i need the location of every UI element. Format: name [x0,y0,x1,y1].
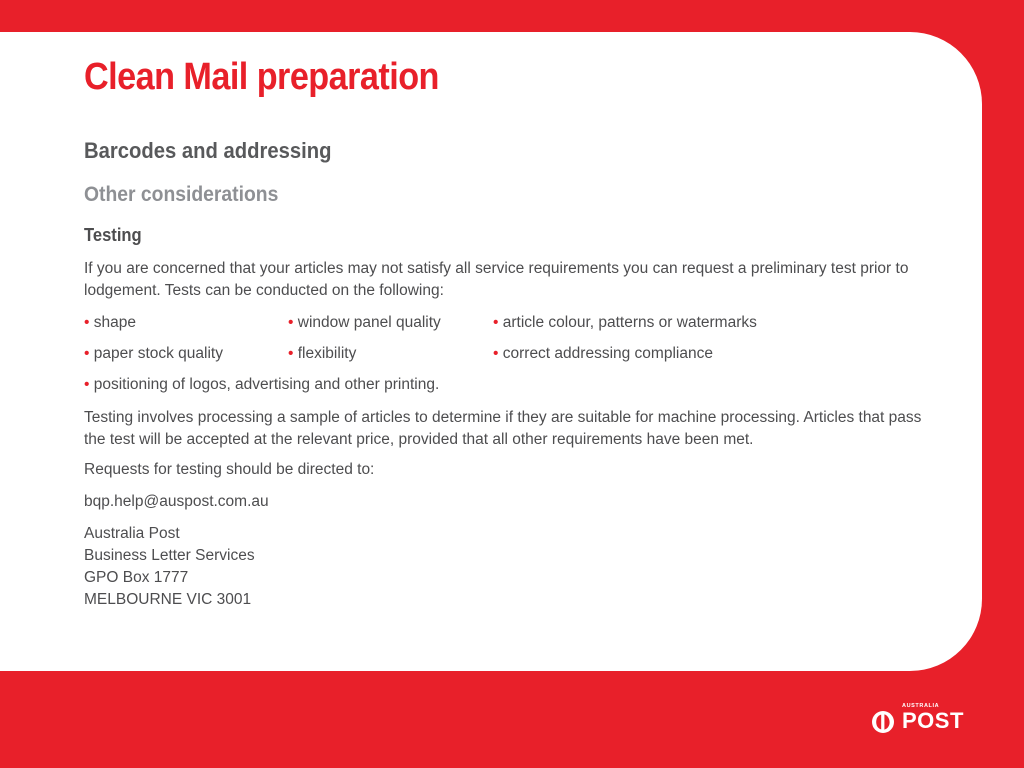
section-heading: Barcodes and addressing [84,138,332,163]
bullet-dot: • [84,376,90,393]
bullet-dot: • [84,345,90,362]
australia-post-logo [871,703,975,737]
bullet-text: flexibility [293,345,357,362]
postal-address [84,523,484,611]
bullet-text: shape [89,314,136,331]
bullet-item [288,312,441,334]
logo-post-text: POST [902,708,964,733]
bullet-text: paper stock quality [89,345,223,362]
bullet-dot: • [288,314,294,331]
bullet-dot: • [493,345,499,362]
bullet-item [84,343,223,365]
bullet-text: window panel quality [293,314,441,331]
bullet-item [288,343,356,365]
requests-line: Requests for testing should be directed to: [84,461,375,478]
bullet-text: correct addressing compliance [498,345,713,362]
bullet-dot: • [84,314,90,331]
address-line: Australia Post [84,525,180,542]
bullet-item [493,343,713,365]
testing-info-paragraph: Testing involves processing a sample of articles to determine if they are suitable for machine processing. Articles that pass the test will be accepted at the relevant price, provided that all other requirements have been met. [84,409,922,448]
bullet-dot: • [493,314,499,331]
bullet-row [84,374,944,396]
bullet-item [84,374,439,396]
contact-email: bqp.help@auspost.com.au [84,493,269,510]
slide-title: Clean Mail preparation [84,56,439,98]
section-subheading: Other considerations [84,183,279,206]
intro-paragraph: If you are concerned that your articles may not satisfy all service requirements you can request a preliminary test prior to lodgement. Tests can be conducted on the following: [84,260,909,299]
bullet-item [84,312,136,334]
testing-heading: Testing [84,225,142,245]
bullet-row [84,312,944,334]
address-line: GPO Box 1777 [84,569,189,586]
bullet-item [493,312,757,334]
logo-small-text: AUSTRALIA [902,703,940,709]
australia-post-p-icon [871,710,895,734]
bullet-text: positioning of logos, advertising and other printing. [89,376,440,393]
address-line: Business Letter Services [84,547,255,564]
address-line: MELBOURNE VIC 3001 [84,591,252,608]
bullet-text: article colour, patterns or watermarks [498,314,757,331]
bullet-dot: • [288,345,294,362]
bullet-row [84,343,944,365]
